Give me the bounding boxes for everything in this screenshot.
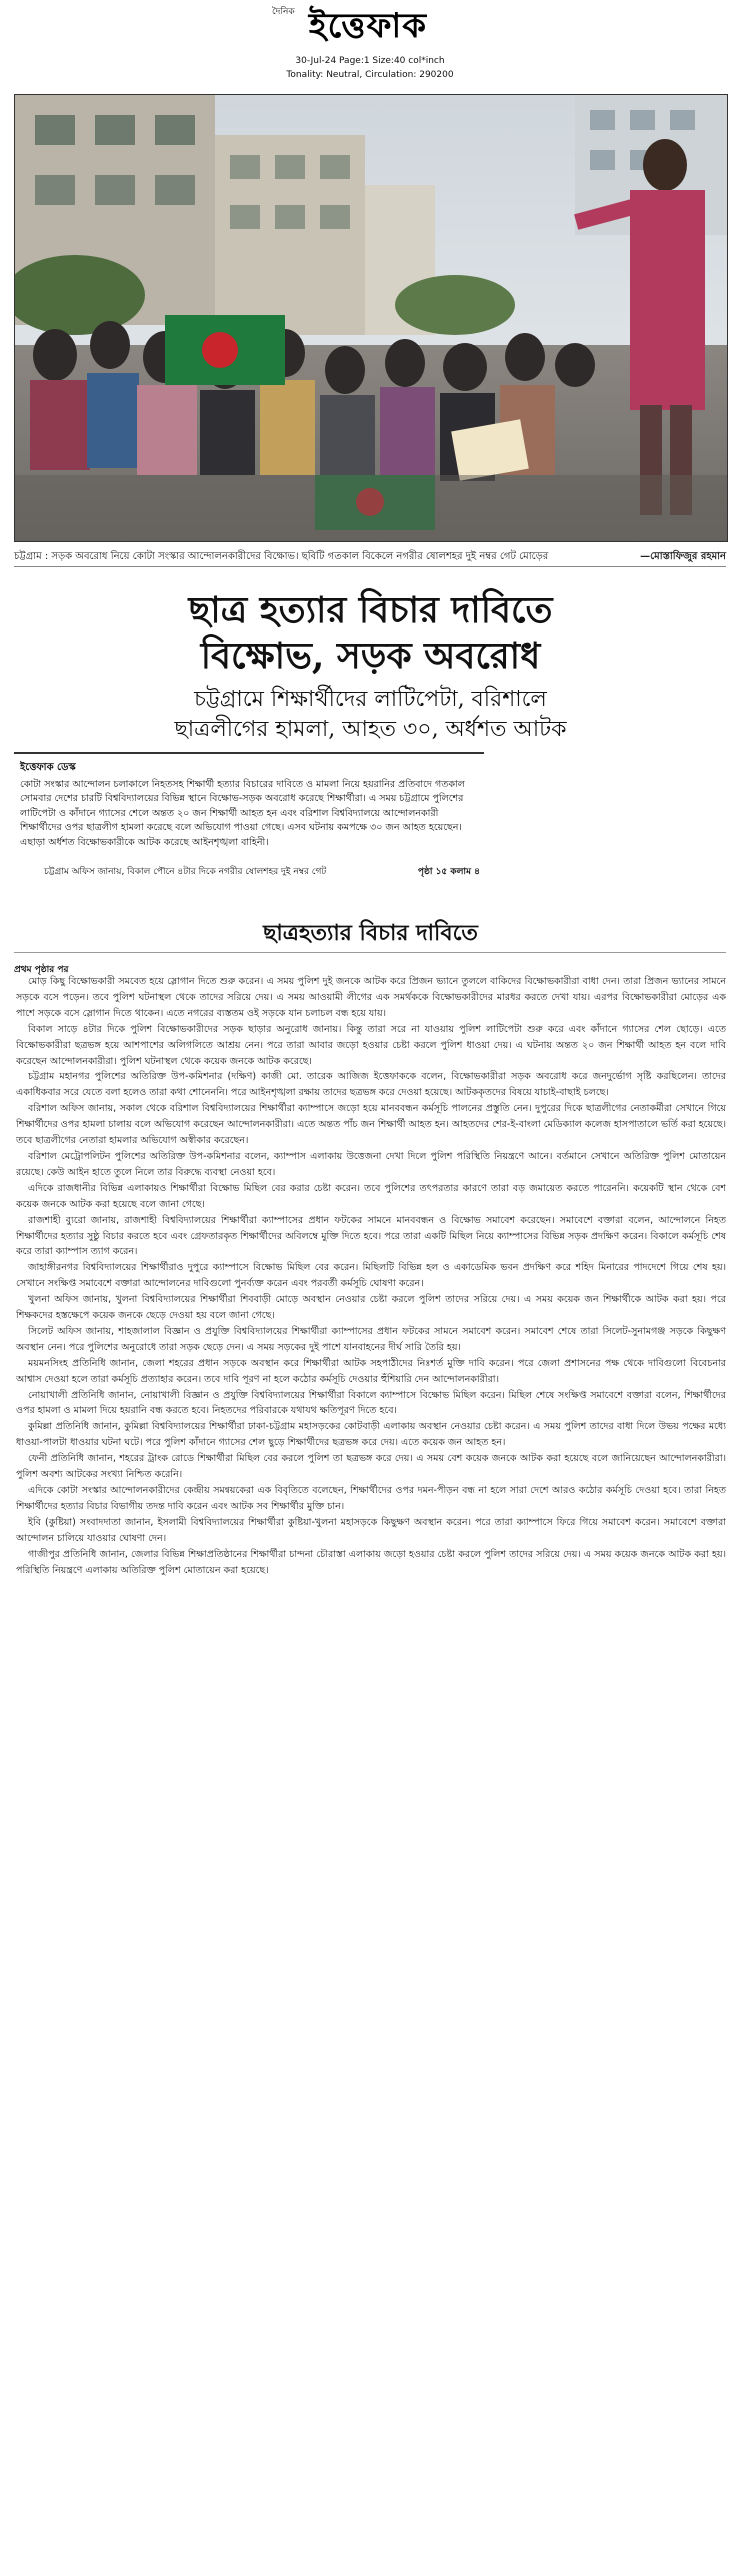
summary-footer: চট্টগ্রাম অফিস জানায়, বিকাল পৌনে ৪টার দিকে নগরীর ষোলশহর দুই নম্বর গেট [44,867,327,877]
article-paragraph: গাজীপুর প্রতিনিধি জানান, জেলার বিভিন্ন শিক্ষাপ্রতিষ্ঠানের শিক্ষার্থীরা চান্দনা চৌরাস্তা এলাকায় জড়ো হওয়ার চেষ্টা করলে পুলিশ তাদের সরিয়ে দেয়। এ সময় কয়েক জনকে আটক করা হয়। পরিস্থিতি নিয়ন্ত্রণে এলাকায় অতিরিক্ত পুলিশ মোতায়েন করা হয়েছে। [16,1548,726,1576]
masthead-small-label: দৈনিক [272,7,295,17]
headline-line-2: বিক্ষোভ, সড়ক অবরোধ [200,635,541,677]
article-paragraph: কুমিল্লা প্রতিনিধি জানান, কুমিল্লা বিশ্ববিদ্যালয়ের শিক্ষার্থীরা ঢাকা-চট্টগ্রাম মহাসড়কের কোটবাড়ী এলাকায় অবস্থান নেওয়ার চেষ্টা করেন। এ সময় পুলিশ তাদের বাধা দিলে উভয় পক্ষের মধ্যে ধাওয়া-পালটা ধাওয়ার ঘটনা ঘটে। পরে পুলিশ কাঁদানে গ্যাসের শেল ছুড়ে শিক্ষার্থীদের ছত্রভঙ্গ করে দেয়। এতে কয়েক জন আহত হন। [16,1421,726,1449]
newspaper-logo: ইত্তেফাক [308,6,428,46]
protest-photo-image [15,95,727,541]
subheadline-line-2: ছাত্রলীগের হামলা, আহত ৩০, অর্ধশত আটক [174,717,567,742]
article-paragraph: বরিশাল অফিস জানায়, সকাল থেকে বরিশাল বিশ্ববিদ্যালয়ের শিক্ষার্থীরা ক্যাম্পাসে জড়ো হয়ে মানববন্ধন কর্মসূচি পালনের প্রস্তুতি নেন। দুপুরের দিকে ছাত্রলীগের নেতাকর্মীরা সেখানে গিয়ে শিক্ষার্থীদের ওপর হামলা চালায় বলে অভিযোগ করেছেন আন্দোলনকারীরা। এতে অন্তত পাঁচ জন শিক্ষার্থী আহত হন। আহতদের শের-ই-বাংলা মেডিক্যাল কলেজ হাসপাতালে ভর্তি করা হয়েছে। তবে ছাত্রলীগের নেতারা হামলার অভিযোগ অস্বীকার করেছেন। [16,1103,726,1147]
article-paragraph: ফেনী প্রতিনিধি জানান, শহরের ট্রাংক রোডে শিক্ষার্থীরা মিছিল বের করলে পুলিশ তা ছত্রভঙ্গ করে দেয়। এ সময় বেশ কয়েক জনকে আটক করা হয়েছে বলে জানিয়েছেন আন্দোলনকারীরা। পুলিশ অবশ্য আটকের সংখ্যা নিশ্চিত করেনি। [16,1453,726,1481]
page-reference: পৃষ্ঠা ১৫ কলাম ৪ [417,867,480,877]
photo-caption [14,548,726,567]
photo-caption-text: চট্টগ্রাম : সড়ক অবরোধ নিয়ে কোটা সংস্কার আন্দোলনকারীদের বিক্ষোভ। ছবিটি গতকাল বিকেলে নগরীর ষোলশহর দুই নম্বর গেট মোড়ের [14,551,549,562]
masthead [0,0,741,92]
article-paragraph: ইবি (কুষ্টিয়া) সংবাদদাতা জানান, ইসলামী বিশ্ববিদ্যালয়ের শিক্ষার্থীরা কুষ্টিয়া-খুলনা মহাসড়কে কিছুক্ষণ অবস্থান করেন। পরে তারা ক্যাম্পাসে ফিরে গিয়ে সমাবেশ করেন। সমাবেশে বক্তারা আন্দোলন চালিয়ে যাওয়ার ঘোষণা দেন। [16,1516,726,1544]
photo-credit: —মোস্তাফিজুর রহমান [640,551,726,562]
continuation-heading: ছাত্রহত্যার বিচার দাবিতে [263,920,478,946]
continuation-divider [14,952,726,953]
desk-label: ইত্তেফাক ডেস্ক [20,762,76,773]
article-paragraph: রাজশাহী ব্যুরো জানায়, রাজশাহী বিশ্ববিদ্যালয়ের শিক্ষার্থীরা ক্যাম্পাসের প্রধান ফটকের সামনে মানববন্ধন ও বিক্ষোভ সমাবেশ করেছেন। সমাবেশে বক্তারা বলেন, আন্দোলনে নিহত শিক্ষার্থীদের হত্যার সুষ্ঠু বিচার করতে হবে এবং গ্রেফতারকৃত শিক্ষার্থীদের অবিলম্বে মুক্তি দিতে হবে। পরে তারা একটি মিছিল নিয়ে ক্যাম্পাসের বিভিন্ন সড়ক প্রদক্ষিণ করেন। বিকালে কর্মসূচি শেষ করে তারা ক্যাম্পাস ত্যাগ করেন। [16,1214,726,1258]
article-paragraph: ময়মনসিংহ প্রতিনিধি জানান, জেলা শহরের প্রধান সড়কে অবস্থান করে শিক্ষার্থীরা আটক সহপাঠীদের নিঃশর্ত মুক্তি দাবি করেন। পরে জেলা প্রশাসনের পক্ষ থেকে দাবিগুলো বিবেচনার আশ্বাস দেওয়া হলে তারা কর্মসূচি প্রত্যাহার করেন। তবে দাবি পূরণ না হলে কঠোর কর্মসূচি দেওয়ার হুঁশিয়ারি দেন আন্দোলনকারীরা। [16,1357,726,1385]
headline-line-1: ছাত্র হত্যার বিচার দাবিতে [188,589,553,631]
summary-text: কোটা সংস্কার আন্দোলন চলাকালে নিহতসহ শিক্ষার্থী হত্যার বিচারের দাবিতে ও মামলা নিয়ে হয়রানির প্রতিবাদে গতকাল সোমবার দেশের চারটি বিশ্ববিদ্যালয়ের বিভিন্ন স্থানে বিক্ষোভ-সড়ক অবরোধ করেছে শিক্ষার্থীরা। এ সময় চট্টগ্রামে পুলিশের লাটিপেটা ও কাঁদানে গ্যাসের শেলে অন্তত ২০ জন শিক্ষার্থী আহত হন এবং বরিশাল বিশ্ববিদ্যালয়ে আন্দোলনকারী শিক্ষার্থীদের ওপর ছাত্রলীগ হামলা করেছে বলে অভিযোগ পাওয়া গেছে। এসব ঘটনায় কমপক্ষে ৩০ জন আহত হয়েছেন। এছাড়া অর্ধশত বিক্ষোভকারীকে আটক করেছে আইনশৃঙ্খলা বাহিনী। [20,779,465,848]
continued-from-label: প্রথম পৃষ্ঠার পর [14,965,69,975]
article-body [16,974,726,2544]
article-paragraph: সিলেট অফিস জানায়, শাহজালাল বিজ্ঞান ও প্রযুক্তি বিশ্ববিদ্যালয়ের শিক্ষার্থীরা ক্যাম্পাসের প্রধান ফটকের সামনে সমাবেশ করেন। সমাবেশ শেষে তারা সিলেট-সুনামগঞ্জ সড়কে কিছুক্ষণ অবস্থান নেন। পরে পুলিশের অনুরোধে তারা সড়ক ছেড়ে দেন। এ সময় সড়কের দুই পাশে যানবাহনের দীর্ঘ সারি তৈরি হয়। [16,1325,726,1353]
article-paragraph: এদিকে কোটা সংস্কার আন্দোলনকারীদের কেন্দ্রীয় সমন্বয়কেরা এক বিবৃতিতে বলেছেন, শিক্ষার্থীদের ওপর দমন-পীড়ন বন্ধ না হলে সারা দেশে আরও কঠোর কর্মসূচি দেওয়া হবে। তারা নিহত শিক্ষার্থীদের হত্যার বিচার বিভাগীয় তদন্ত দাবি করেন এবং আটক সব শিক্ষার্থীর মুক্তি চান। [16,1485,726,1512]
summary-box [14,752,484,880]
subheadline-line-1: চট্টগ্রামে শিক্ষার্থীদের লাটিপেটা, বরিশালে [194,687,547,712]
article-paragraph: চট্টগ্রাম মহানগর পুলিশের অতিরিক্ত উপ-কমিশনার (দক্ষিণ) কাজী মো. তারেক আজিজ ইত্তেফাককে বলেন, বিক্ষোভকারীরা সড়ক অবরোধ করে জনদুর্ভোগ সৃষ্টি করছিলেন। তাদের একাধিকবার সরে যেতে বলা হলেও তারা কথা শোনেননি। পরে আইনশৃঙ্খলা রক্ষায় তাদের ছত্রভঙ্গ করে দেওয়া হয়েছে। আটককৃতদের বিষয়ে যাচাই-বাছাই চলছে। [16,1071,726,1099]
protest-photo [14,94,728,542]
article-paragraph: জাহাঙ্গীরনগর বিশ্ববিদ্যালয়ের শিক্ষার্থীরাও দুপুরে ক্যাম্পাসে বিক্ষোভ মিছিল বের করেন। মিছিলটি বিভিন্ন হল ও একাডেমিক ভবন প্রদক্ষিণ করে শহিদ মিনারের পাদদেশে গিয়ে শেষ হয়। সেখানে সংক্ষিপ্ত সমাবেশে বক্তারা আন্দোলনের দাবিগুলো পুনর্ব্যক্ত করেন এবং পরবর্তী কর্মসূচি ঘোষণা করেন। [16,1262,726,1290]
clipping-circulation-line: Tonality: Neutral, Circulation: 290200 [286,70,454,80]
article-paragraph: খুলনা অফিস জানায়, খুলনা বিশ্ববিদ্যালয়ের শিক্ষার্থীরা শিববাড়ী মোড়ে অবস্থান নেওয়ার চেষ্টা করলে পুলিশ তাদের সরিয়ে দেয়। এ সময় কয়েক জন শিক্ষার্থীকে আটক করা হয়। পরে শিক্ষকদের হস্তক্ষেপে কয়েক জনকে ছেড়ে দেওয়া হয় বলে জানা গেছে। [16,1294,726,1322]
article-paragraph: মোড় কিছু বিক্ষোভকারী সমবেত হয়ে স্লোগান দিতে শুরু করেন। এ সময় পুলিশ দুই জনকে আটক করে প্রিজন ভ্যানে তুললে বাকিদের বিক্ষোভকারীরা বাধা দেন। তারা প্রিজন ভ্যানের সামনে সড়কে বসে পড়েন। তবে পুলিশ ঘটনাস্থল থেকে তাদের সরিয়ে দেয়। এ সময় আওয়ামী লীগের এক সমর্থককে বিক্ষোভকারীদের মারধর করতে দেখা যায়। এরপর বিক্ষোভকারীরা মোড়ের এক পাশে সড়কে বসে স্লোগান দিতে থাকেন। এতে নগরের ব্যস্ততম ওই সড়কে যান চলাচল বন্ধ হয়ে যায়। [16,976,726,1019]
article-paragraph: বিকাল সাড়ে ৪টার দিকে পুলিশ বিক্ষোভকারীদের সড়ক ছাড়ার অনুরোধ জানায়। কিন্তু তারা সরে না যাওয়ায় পুলিশ লাটিপেটা শুরু করে এবং কাঁদানে গ্যাসের শেল ছোড়ে। এতে বিক্ষোভকারীরা ছত্রভঙ্গ হয়ে আশপাশের অলিগলিতে আশ্রয় নেন। পরে তারা আবার জড়ো হওয়ার চেষ্টা করলে পুলিশ ধাওয়া দেয়। এ ঘটনায় অন্তত ২০ জন শিক্ষার্থী আহত হন বলে দাবি করেছেন আন্দোলনকারীরা। পুলিশ ঘটনাস্থল থেকে কয়েক জনকে আটক করেছে। [16,1023,726,1067]
clipping-meta-line: 30-Jul-24 Page:1 Size:40 col*inch [295,56,445,66]
article-paragraph: এদিকে রাজধানীর বিভিন্ন এলাকায়ও শিক্ষার্থীরা বিক্ষোভ মিছিল বের করার চেষ্টা করেন। তবে পুলিশের তৎপরতার কারণে তারা বড় জমায়েত করতে পারেননি। কয়েকটি স্থান থেকে বেশ কয়েক জনকে আটক করা হয়েছে বলে জানা গেছে। [16,1182,726,1210]
article-paragraph: নোয়াখালী প্রতিনিধি জানান, নোয়াখালী বিজ্ঞান ও প্রযুক্তি বিশ্ববিদ্যালয়ের শিক্ষার্থীরা বিকালে ক্যাম্পাসে বিক্ষোভ মিছিল করেন। মিছিল শেষে সংক্ষিপ্ত সমাবেশে বক্তারা বলেন, শিক্ষার্থীদের ওপর হামলা ও মামলা দিয়ে হয়রানি বন্ধ করতে হবে। নিহতদের পরিবারকে যথাযথ ক্ষতিপূরণ দিতে হবে। [16,1389,726,1417]
article-paragraph: বরিশাল মেট্রোপলিটন পুলিশের অতিরিক্ত উপ-কমিশনার বলেন, ক্যাম্পাস এলাকায় উত্তেজনা দেখা দিলে পুলিশ পরিস্থিতি নিয়ন্ত্রণে আনে। বর্তমানে সেখানে অতিরিক্ত পুলিশ মোতায়েন রয়েছে। কেউ আইন হাতে তুলে নিলে তার বিরুদ্ধে ব্যবস্থা নেওয়া হবে। [16,1150,726,1178]
